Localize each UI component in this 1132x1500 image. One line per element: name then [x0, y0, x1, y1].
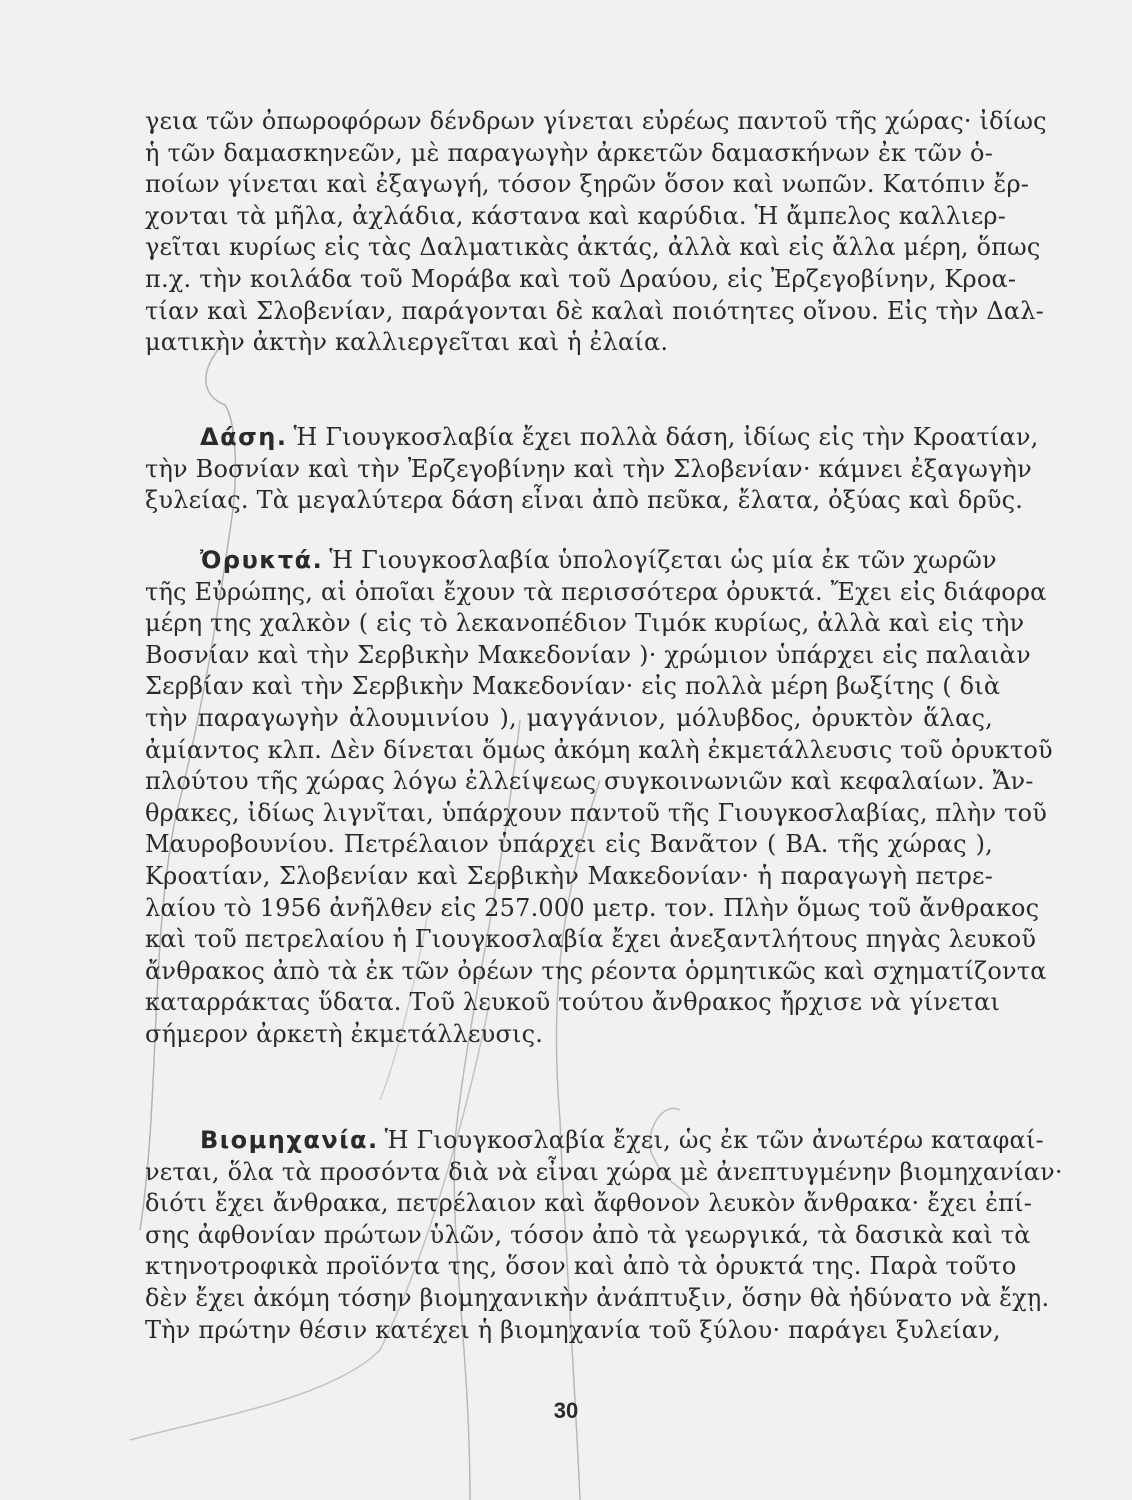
- line-text: λαίου τὸ 1956 ἀνῆλθεν εἰς 257.000 μετρ. τον. Πλὴν ὅμως τοῦ ἄνθρακος: [145, 893, 1040, 922]
- text-line: [145, 703, 993, 733]
- text-line: [145, 640, 1031, 670]
- line-text: τὴν Βοσνίαν καὶ τὴν Ἐρζεγοβίνην καὶ τὴν Σλοβενίαν· κάμνει ἐξαγωγὴν: [145, 454, 1032, 483]
- text-line: [145, 577, 1047, 607]
- line-text: Βοσνίαν καὶ τὴν Σερβικὴν Μακεδονίαν )· χρώμιον ὑπάρχει εἰς παλαιὰν: [145, 640, 1031, 669]
- line-text: καὶ τοῦ πετρελαίου ἡ Γιουγκοσλαβία ἔχει ἀνεξαντλήτους πηγὰς λευκοῦ: [145, 925, 1037, 954]
- line-text: δὲν ἔχει ἀκόμη τόσην βιομηχανικὴν ἀνάπτυξιν, ὅσην θὰ ἠδύνατο νὰ ἔχῃ.: [145, 1284, 1050, 1312]
- line-text: Κροατίαν, Σλοβενίαν καὶ Σερβικὴν Μακεδονίαν· ἡ παραγωγὴ πετρε-: [145, 862, 993, 890]
- text-line: [145, 956, 1047, 986]
- line-text: Ἡ Γιουγκοσλαβία ἔχει, ὡς ἐκ τῶν ἀνωτέρω καταφαί-: [384, 1126, 1044, 1154]
- line-text: ξυλείας. Τὰ μεγαλύτερα δάση εἶναι ἀπὸ πεῦκα, ἔλατα, ὀξύας καὶ δρῦς.: [145, 486, 1024, 515]
- text-line: [145, 1251, 1017, 1281]
- text-line: [145, 766, 1034, 796]
- text-line: [145, 893, 1040, 923]
- line-text: γεια τῶν ὀπωροφόρων δένδρων γίνεται εὐρέως παντοῦ τῆς χώρας· ἰδίως: [145, 107, 1047, 135]
- section-heading: Δάση.: [200, 423, 288, 451]
- line-text: νεται, ὅλα τὰ προσόντα διὰ νὰ εἶναι χώρα μὲ ἀνεπτυγμένην βιομηχανίαν·: [145, 1157, 1063, 1186]
- text-line: [145, 264, 1017, 294]
- line-text: χονται τὰ μῆλα, ἀχλάδια, κάστανα καὶ καρύδια. Ἡ ἄμπελος καλλιερ-: [145, 201, 1007, 230]
- line-text: τὴν παραγωγὴν ἀλουμινίου ), μαγγάνιον, μόλυβδος, ὀρυκτὸν ἅλας,: [145, 704, 993, 732]
- text-line: [145, 169, 1030, 199]
- line-text: ποίων γίνεται καὶ ἐξαγωγή, τόσον ξηρῶν ὅσον καὶ νωπῶν. Κατόπιν ἔρ-: [145, 170, 1030, 199]
- text-line: [145, 1283, 1050, 1313]
- text-line: [145, 987, 1001, 1017]
- line-text: τίαν καὶ Σλοβενίαν, παράγονται δὲ καλαὶ ποιότητες οἴνου. Εἰς τὴν Δαλ-: [145, 296, 1044, 325]
- text-line: [145, 671, 1001, 701]
- text-line: [145, 1157, 1063, 1187]
- page-number: 30: [553, 1398, 579, 1423]
- text-line: [145, 1019, 993, 1049]
- line-text: διότι ἔχει ἄνθρακα, πετρέλαιον καὶ ἄφθονον λευκὸν ἄνθρακα· ἔχει ἐπί-: [145, 1189, 1033, 1218]
- line-text: τῆς Εὐρώπης, αἱ ὁποῖαι ἔχουν τὰ περισσότερα ὀρυκτά. Ἔχει εἰς διάφορα: [145, 577, 1047, 606]
- text-line: [145, 829, 993, 859]
- text-line: [145, 924, 1037, 954]
- text-line: [145, 106, 1047, 136]
- text-line: [200, 422, 1039, 452]
- text-line: [145, 861, 993, 891]
- text-line: [145, 608, 1025, 638]
- line-text: Μαυροβουνίου. Πετρέλαιον ὑπάρχει εἰς Βανᾶτον ( ΒΑ. τῆς χώρας ),: [145, 830, 993, 859]
- line-text: κτηνοτροφικὰ προϊόντα της, ὅσον καὶ ἀπὸ τὰ ὀρυκτά της. Παρὰ τοῦτο: [145, 1252, 1017, 1281]
- line-text: σήμερον ἀρκετὴ ἐκμετάλλευσις.: [145, 1020, 544, 1048]
- text-line: [145, 232, 1041, 262]
- text-line: [145, 454, 1032, 484]
- text-line: [145, 735, 1053, 765]
- line-text: γεῖται κυρίως εἰς τὰς Δαλματικὰς ἀκτάς, ἀλλὰ καὶ εἰς ἄλλα μέρη, ὅπως: [145, 233, 1041, 262]
- text-line: [145, 327, 993, 357]
- line-text: Σερβίαν καὶ τὴν Σερβικὴν Μακεδονίαν· εἰς πολλὰ μέρη βωξίτης ( διὰ: [145, 672, 1001, 701]
- line-text: π.χ. τὴν κοιλάδα τοῦ Μοράβα καὶ τοῦ Δραύου, εἰς Ἐρζεγοβίνην, Κροα-: [145, 265, 1017, 293]
- text-line: [145, 798, 1048, 828]
- section-heading: Βιομηχανία.: [200, 1126, 379, 1154]
- text-line: [145, 1188, 1033, 1218]
- line-text: μέρη της χαλκὸν ( εἰς τὸ λεκανοπέδιον Τιμόκ κυρίως, ἀλλὰ καὶ εἰς τὴν: [145, 609, 1025, 638]
- text-line: [145, 138, 993, 168]
- text-line: [145, 201, 1007, 231]
- line-text: ἀμίαντος κλπ. Δὲν δίνεται ὅμως ἀκόμη καλὴ ἐκμετάλλευσις τοῦ ὀρυκτοῦ: [145, 735, 1053, 764]
- line-text: πλούτου τῆς χώρας λόγω ἐλλείψεως συγκοινωνιῶν καὶ κεφαλαίων. Ἄν-: [145, 767, 1034, 796]
- text-line: [200, 1125, 1044, 1155]
- section-heading: Ὀρυκτά.: [200, 546, 324, 574]
- line-text: καταρράκτας ὕδατα. Τοῦ λευκοῦ τούτου ἄνθρακος ἤρχισε νὰ γίνεται: [145, 988, 1001, 1017]
- line-text: ματικὴν ἀκτὴν καλλιεργεῖται καὶ ἡ ἐλαία.: [145, 328, 669, 357]
- text-line: [145, 485, 1024, 515]
- line-text: σης ἀφθονίαν πρώτων ὑλῶν, τόσον ἀπὸ τὰ γεωργικά, τὰ δασικὰ καὶ τὰ: [145, 1220, 1031, 1249]
- text-line: [145, 296, 1044, 326]
- text-line: [200, 545, 997, 575]
- line-text: Ἡ Γιουγκοσλαβία ὑπολογίζεται ὡς μία ἐκ τῶν χωρῶν: [329, 546, 997, 574]
- line-text: ἄνθρακος ἀπὸ τὰ ἐκ τῶν ὀρέων της ρέοντα ὁρμητικῶς καὶ σχηματίζοντα: [145, 956, 1047, 985]
- text-line: [145, 1315, 1001, 1345]
- line-text: Τὴν πρώτην θέσιν κατέχει ἡ βιομηχανία τοῦ ξύλου· παράγει ξυλείαν,: [145, 1315, 1001, 1344]
- line-text: θρακες, ἰδίως λιγνῖται, ὑπάρχουν παντοῦ τῆς Γιουγκοσλαβίας, πλὴν τοῦ: [145, 798, 1048, 827]
- line-text: Ἡ Γιουγκοσλαβία ἔχει πολλὰ δάση, ἰδίως εἰς τὴν Κροατίαν,: [293, 423, 1039, 451]
- line-text: ἡ τῶν δαμασκηνεῶν, μὲ παραγωγὴν ἀρκετῶν δαμασκήνων ἐκ τῶν ὁ-: [145, 138, 993, 167]
- text-line: [145, 1220, 1031, 1250]
